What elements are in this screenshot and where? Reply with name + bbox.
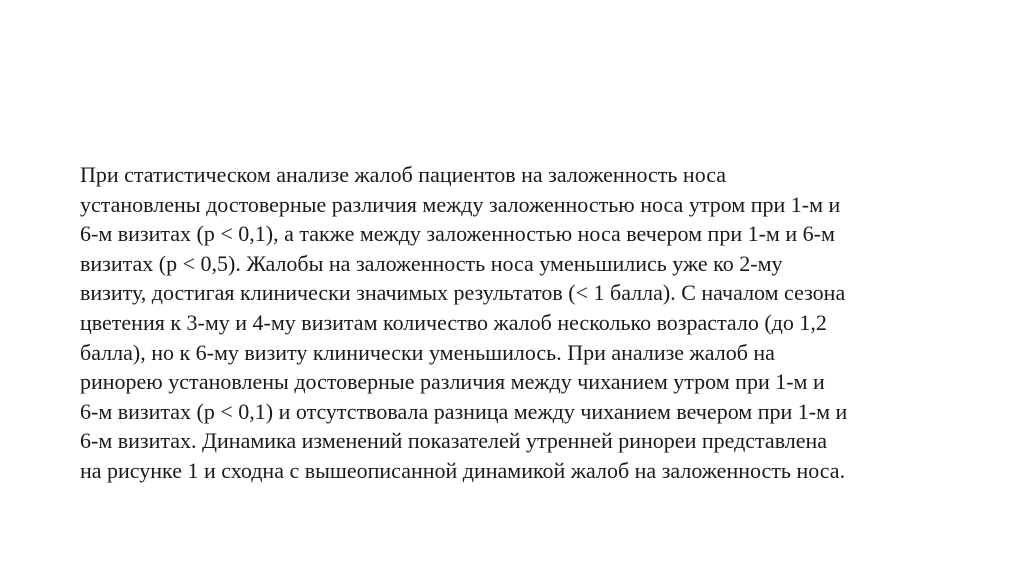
paragraph-line: визиту, достигая клинически значимых результатов (< 1 балла). С началом сезона xyxy=(80,280,846,306)
paragraph-line: 6-м визитах. Динамика изменений показателей утренней ринореи представлена xyxy=(80,428,828,454)
paragraph-line: цветения к 3-му и 4-му визитам количество жалоб несколько возрастало (до 1,2 xyxy=(80,309,827,335)
paragraph-line: ринорею установлены достоверные различия между чиханием утром при 1-м и xyxy=(80,369,825,395)
paragraph-line: на рисунке 1 и сходна с вышеописанной динамикой жалоб на заложенность носа. xyxy=(80,457,846,483)
paragraph-text xyxy=(80,160,960,486)
paragraph-line: балла), но к 6-му визиту клинически уменьшилось. При анализе жалоб на xyxy=(80,339,775,365)
paragraph-line: установлены достоверные различия между заложенностью носа утром при 1-м и xyxy=(80,191,841,217)
paragraph-line: 6-м визитах (р < 0,1), а также между заложенностью носа вечером при 1-м и 6-м xyxy=(80,221,835,247)
paragraph-line: визитах (р < 0,5). Жалобы на заложенность носа уменьшились уже ко 2-му xyxy=(80,250,783,276)
paragraph-line: 6-м визитах (р < 0,1) и отсутствовала разница между чиханием вечером при 1-м и xyxy=(80,398,848,424)
paragraph-line: При статистическом анализе жалоб пациентов на заложенность носа xyxy=(80,162,727,187)
